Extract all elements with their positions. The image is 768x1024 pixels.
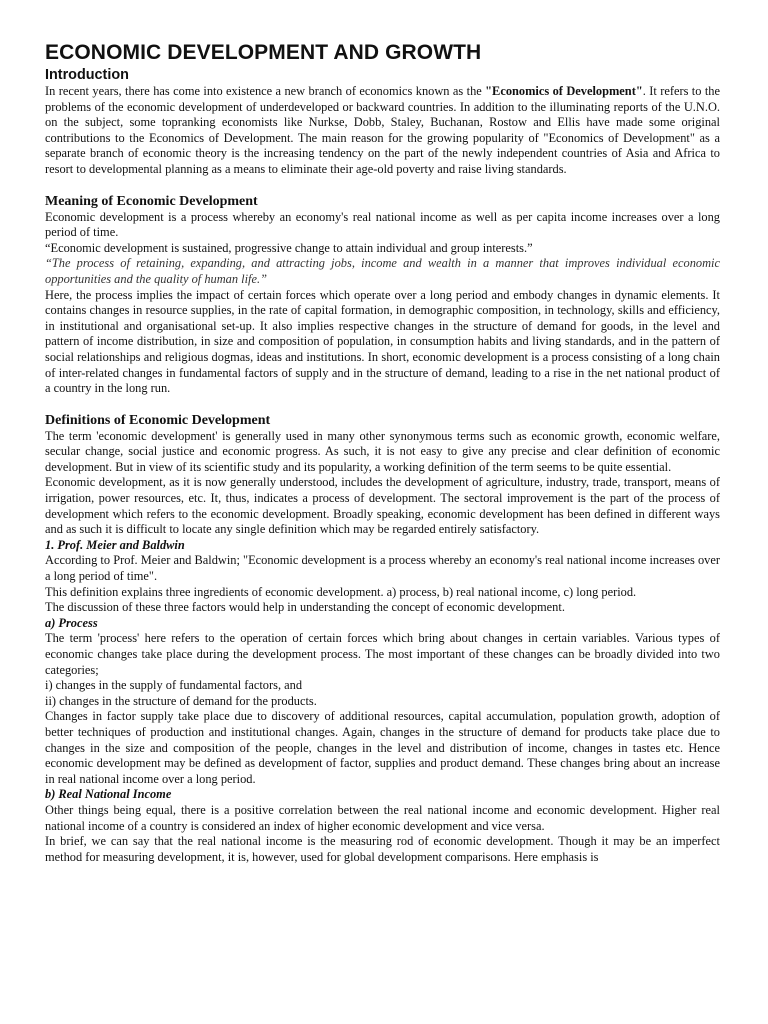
subheading-real-national-income: b) Real National Income xyxy=(45,787,172,802)
subheading-meier-baldwin: 1. Prof. Meier and Baldwin xyxy=(45,537,185,552)
process-paragraph-1: The term 'process' here refers to the operation of certain forces which bring about changes in certain variables. Various types of economic changes take place during the development process. The most important of these changes can be broadly divided into two categories; xyxy=(45,631,720,677)
definitions-paragraph-4: This definition explains three ingredients of economic development. a) process, b) real national income, c) long period. xyxy=(45,584,637,599)
meaning-quote-2: “The process of retaining, expanding, and attracting jobs, income and wealth in a manner that improves individual economic opportunities and the quality of human life.” xyxy=(45,256,720,286)
definitions-paragraph-1: The term 'economic development' is generally used in many other synonymous terms such as economic growth, economic welfare, secular change, social justice and economic progress. As such, it is not easy to give any precise and clear definition of economic development. But in view of its scientific study and its popularity, a working definition of the term seems to be quite essential. xyxy=(45,428,720,474)
income-paragraph-2: In brief, we can say that the real national income is the measuring rod of economic development. Though it may be an imperfect method for measuring development, it is, however, used for global development comparisons. Here emphasis is xyxy=(45,834,720,864)
section-spacer xyxy=(45,178,720,193)
process-list-item-1: i) changes in the supply of fundamental factors, and xyxy=(45,678,303,693)
introduction-heading: Introduction xyxy=(45,67,129,83)
introduction-paragraph xyxy=(45,84,720,178)
intro-bold-term: "Economics of Development" xyxy=(485,84,643,98)
definitions-paragraph-3: According to Prof. Meier and Baldwin; "Economic development is a process whereby an economy's real national income increases over a long period of time". xyxy=(45,553,720,584)
process-list-item-2: ii) changes in the structure of demand for the products. xyxy=(45,693,317,708)
definitions-paragraph-5: The discussion of these three factors would help in understanding the concept of economic development. xyxy=(45,600,565,615)
subheading-process: a) Process xyxy=(45,615,98,630)
document-title: ECONOMIC DEVELOPMENT AND GROWTH xyxy=(45,41,482,64)
meaning-paragraph-1: Economic development is a process whereby an economy's real national income as well as per capita income increases over a long period of time. xyxy=(45,209,720,240)
meaning-quote-1: “Economic development is sustained, progressive change to attain individual and group interests.” xyxy=(45,240,533,255)
definitions-paragraph-2: Economic development, as it is now generally understood, includes the development of agriculture, industry, trade, transport, means of irrigation, power resources, etc. It, thus, indicates a process of development. The sectoral improvement is the part of the process of development which refers to the economic development. Broadly speaking, economic development has been defined in different ways and as such it is difficult to locate any single definition which may be regarded entirely satisfactory. xyxy=(45,475,720,537)
section-spacer xyxy=(45,397,720,412)
intro-text-start: In recent years, there has come into existence a new branch of economics known as the xyxy=(45,84,486,98)
definitions-heading: Definitions of Economic Development xyxy=(45,412,271,428)
process-paragraph-2: Changes in factor supply take place due to discovery of additional resources, capital accumulation, population growth, adoption of better techniques of production and institutional changes. Again, changes in the structure of demand for products take place due to changes in the size and composition of the people, changes in the level and distribution of income, changes in tastes etc. Hence economic development may be defined as development of factor, supplies and product demand. These changes bring about an increase in real national income over a long period. xyxy=(45,709,720,786)
income-paragraph-1: Other things being equal, there is a positive correlation between the real national income and economic development. Higher real national income of a country is considered an index of higher economic development and vice versa. xyxy=(45,802,720,833)
meaning-paragraph-2: Here, the process implies the impact of certain forces which operate over a long period and embody changes in dynamic elements. It contains changes in resource supplies, in the rate of capital formation, in demographic composition, in technology, skills and efficiency, in institutional and organisational set-up. It also implies respective changes in the structure of demand for goods, in the level and pattern of income distribution, in size and composition of population, in consumption habits and living standards, and in the pattern of social relationships and religious dogmas, ideas and institutions. In short, economic development is a process consisting of a long chain of inter-related changes in fundamental factors of supply and in the structure of demand, leading to a rise in the net national product of a country in the long run. xyxy=(45,287,720,396)
meaning-heading: Meaning of Economic Development xyxy=(45,193,258,209)
intro-text-end: . It refers to the problems of the economic development of underdeveloped or backward countries. In addition to the illuminating reports of the U.N.O. on the subject, some topranking economists like Nurkse, Dobb, Staley, Buchanan, Rostow and Ellis have made some original contributions to the Economics of Development. The main reason for the growing popularity of "Economics of Development" as a separate branch of economic theory is the increasing tendency on the part of the newly independent countries of Asia and Africa to resort to developmental planning as a means to eliminate their age-old poverty and raise living standards. xyxy=(45,84,720,176)
